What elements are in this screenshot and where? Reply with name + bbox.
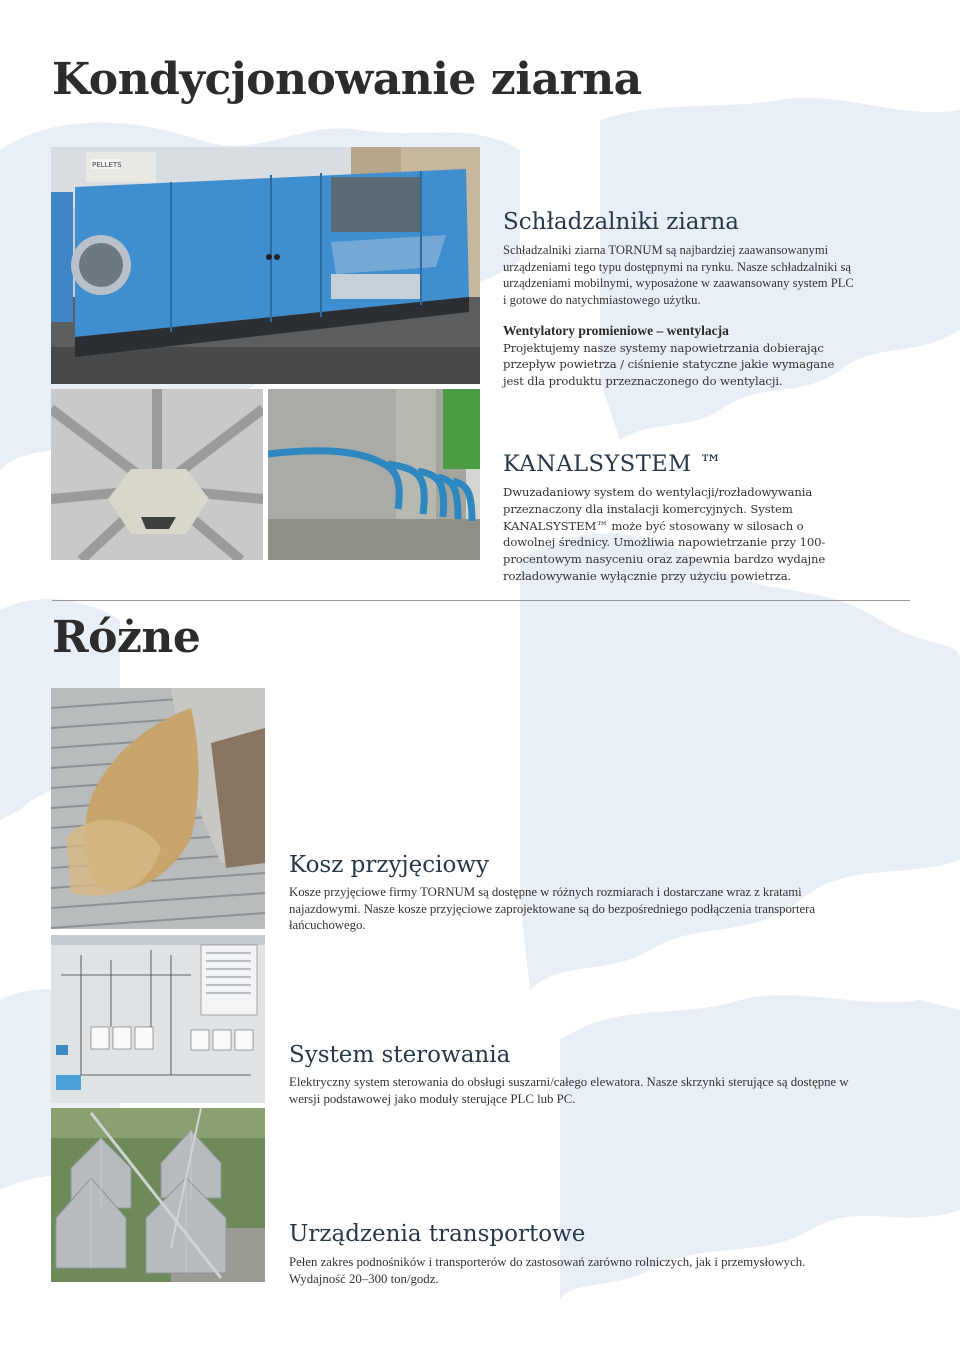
kanalsystem-body: Dwuzadaniowy system do wentylacji/rozładowywania przeznaczony dla instalacji komercyjnych. System KANALSYSTEM™ może być stosowany w silosach o dowolnej średnicy. Umożliwia napowietrzanie przy 100-procentowym nasyceniu oraz zapewnia bardzo wydajne rozładowywanie wyłącznie przy użyciu powietrza.: [503, 485, 826, 583]
section-divider: [52, 600, 910, 601]
silo-floor-ducts-photo: [51, 389, 263, 560]
kanalsystem-title: KANALSYSTEM ™: [503, 451, 723, 477]
kanalsystem-silos-photo: [268, 389, 480, 560]
intake-hopper-photo: [51, 688, 265, 929]
hopper-body: Kosze przyjęciowe firmy TORNUM są dostępne w różnych rozmiarach i dostarczane wraz z kratami najazdowymi. Nasze kosze przyjęciowe zaprojektowane są do bezpośredniego podłączenia transportera łańcuchowego.: [289, 885, 815, 932]
transport-body: Pełen zakres podnośników i transporterów do zastosowań zarówno rolniczych, jak i przemysłowych. Wydajność 20–300 ton/godz.: [289, 1255, 806, 1286]
control-system-screen-photo: [51, 935, 265, 1103]
misc-section-title: Różne: [52, 612, 201, 663]
control-title: System sterowania: [289, 1042, 511, 1068]
grain-cooler-photo: [51, 147, 480, 384]
page-title: Kondycjonowanie ziarna: [52, 54, 642, 105]
coolers-body: Schładzalniki ziarna TORNUM są najbardziej zaawansowanymi urządzeniami tego typu dostępnymi na rynku. Nasze schładzalniki są urządzeniami mobilnymi, wyposażone w zaawansowany system PLC i gotowe do natychmiastowego użytku.: [503, 243, 854, 307]
fans-heading: Wentylatory promieniowe – wentylacja: [503, 323, 729, 338]
transport-silos-photo: [51, 1108, 265, 1282]
transport-title: Urządzenia transportowe: [289, 1221, 586, 1247]
control-body: Elektryczny system sterowania do obsługi suszarni/całego elewatora. Nasze skrzynki sterujące są dostępne w wersji podstawowej jako moduły sterujące PLC lub PC.: [289, 1075, 849, 1106]
fans-body: Projektujemy nasze systemy napowietrzania dobierając przepływ powietrza / ciśnienie statyczne jakie wymagane jest dla produktu przeznaczonego do wentylacji.: [503, 341, 835, 388]
hopper-title: Kosz przyjęciowy: [289, 852, 489, 878]
photo-sign: PELLETS: [92, 161, 122, 169]
coolers-title: Schładzalniki ziarna: [503, 209, 740, 235]
